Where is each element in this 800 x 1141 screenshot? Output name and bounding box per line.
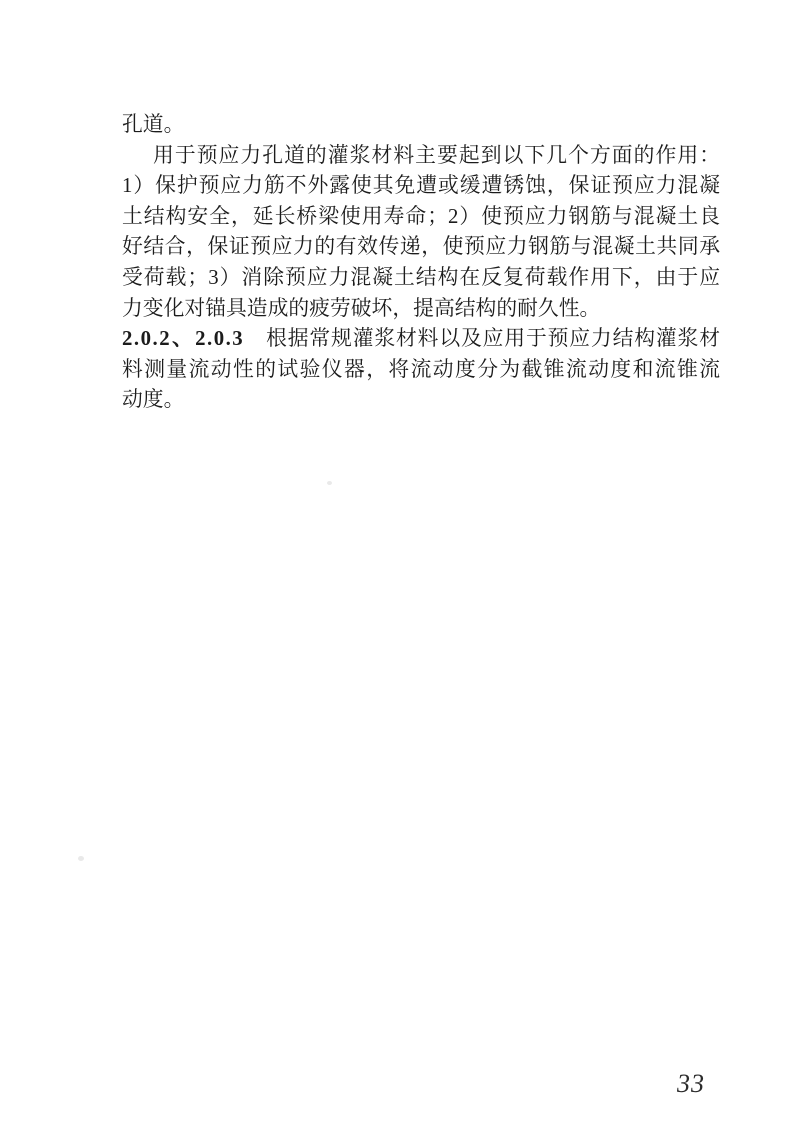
scan-speck <box>78 856 84 861</box>
clause-line-3: 动度。 <box>122 388 185 412</box>
paragraph1-line-3: 1）保护预应力筋不外露使其免遭或缓遭锈蚀，保证预应力混凝 <box>122 174 720 198</box>
clause-line-2: 料测量流动性的试验仪器，将流动度分为截锥流动度和流锥流 <box>122 357 720 381</box>
body-text-block <box>122 110 720 416</box>
scan-speck <box>327 481 332 485</box>
clause-text-first-line: 根据常规灌浆材料以及应用于预应力结构灌浆材 <box>265 327 721 351</box>
clause-line-1 <box>122 324 720 355</box>
paragraph1-line-4: 土结构安全，延长桥梁使用寿命；2）使预应力钢筋与混凝土良 <box>122 204 720 228</box>
clause-number-label: 2.0.2、2.0.3 <box>122 327 245 351</box>
paragraph1-line-2: 用于预应力孔道的灌浆材料主要起到以下几个方面的作用： <box>153 143 720 167</box>
paragraph1-line-5: 好结合，保证预应力的有效传递，使预应力钢筋与混凝土共同承 <box>122 235 720 259</box>
paragraph1-line-6: 受荷载；3）消除预应力混凝土结构在反复荷载作用下，由于应 <box>122 265 720 289</box>
paragraph1-line-1: 孔道。 <box>122 113 185 136</box>
paragraph1-line-7: 力变化对锚具造成的疲劳破坏，提高结构的耐久性。 <box>122 296 601 320</box>
page-number: 33 <box>677 1069 705 1098</box>
